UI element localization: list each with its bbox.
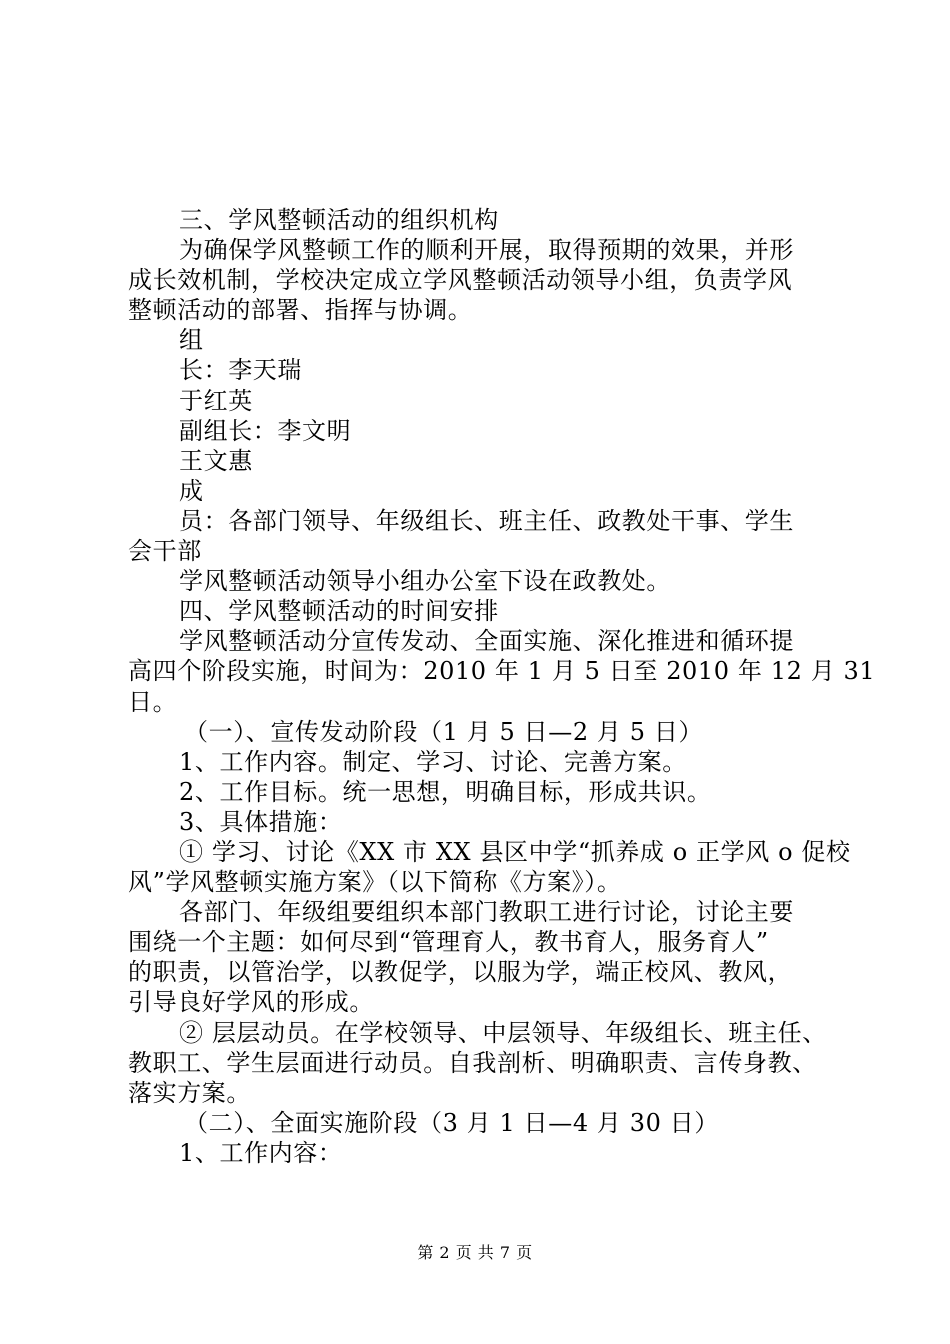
text-line: 长：李天瑞 (179, 356, 302, 385)
text-line: 组 (179, 326, 204, 355)
text-line: 落实方案。 (128, 1078, 251, 1107)
text-line: ① 学习、讨论《XX 市 XX 县区中学“抓养成 o 正学风 o 促校 (179, 837, 851, 866)
text-line: 各部门、年级组要组织本部门教职工进行讨论，讨论主要 (179, 898, 794, 927)
text-line: 四、学风整顿活动的时间安排 (179, 597, 499, 626)
text-line: 副组长：李文明 (179, 416, 352, 445)
text-line: 风”学风整顿实施方案》（以下简称《方案》）。 (128, 868, 622, 897)
text-line: 的职责，以管治学，以教促学，以服为学，端正校风、教风， (128, 958, 793, 987)
text-line: 于红英 (179, 386, 253, 415)
text-line: 员：各部门领导、年级组长、班主任、政教处干事、学生 (179, 506, 794, 535)
text-line: 成长效机制，学校决定成立学风整顿活动领导小组，负责学风 (128, 266, 793, 295)
text-line: ② 层层动员。在学校领导、中层领导、年级组长、班主任、 (179, 1018, 827, 1047)
text-line: 引导良好学风的形成。 (128, 988, 374, 1017)
page-footer: 第 2 页 共 7 页 (417, 1243, 533, 1262)
text-line: （一）、宣传发动阶段（1 月 5 日—2 月 5 日） (184, 717, 704, 746)
text-line: 高四个阶段实施，时间为：2010 年 1 月 5 日至 2010 年 12 月 31 (128, 657, 876, 686)
text-line: 1、工作内容： (179, 1138, 343, 1167)
text-line: 会干部 (128, 537, 202, 566)
text-line: 教职工、学生层面进行动员。自我剖析、明确职责、言传身教、 (128, 1048, 817, 1077)
text-line: 成 (179, 476, 204, 505)
text-line: 3、具体措施： (179, 807, 343, 836)
text-line: 2、工作目标。统一思想，明确目标，形成共识。 (179, 777, 712, 806)
text-line: 日。 (128, 687, 178, 716)
text-line: 1、工作内容。制定、学习、讨论、完善方案。 (179, 747, 687, 776)
text-line: 整顿活动的部署、指挥与协调。 (128, 296, 473, 325)
text-line: 围绕一个主题：如何尽到“管理育人，教书育人，服务育人” (128, 928, 769, 957)
text-line: 三、学风整顿活动的组织机构 (179, 206, 499, 234)
text-line: 学风整顿活动领导小组办公室下设在政教处。 (179, 567, 671, 596)
text-line: 为确保学风整顿工作的顺利开展，取得预期的效果，并形 (179, 236, 794, 265)
text-line: 学风整顿活动分宣传发动、全面实施、深化推进和循环提 (179, 627, 794, 656)
text-line: 王文惠 (179, 446, 253, 475)
text-line: （二）、全面实施阶段（3 月 1 日—4 月 30 日） (184, 1108, 719, 1137)
document-body (128, 205, 876, 1168)
